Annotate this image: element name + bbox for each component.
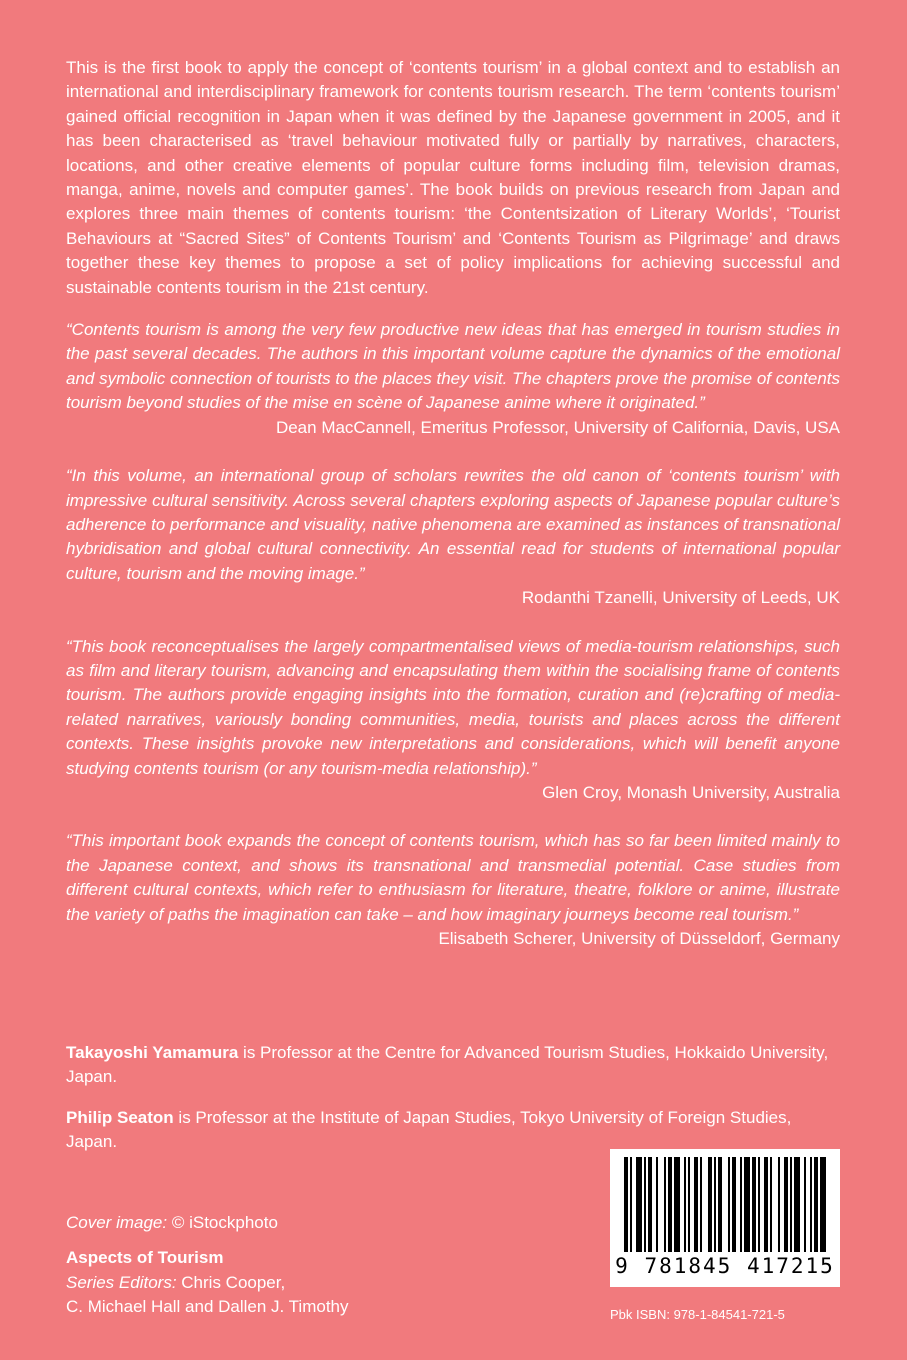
credits (66, 1211, 349, 1320)
back-cover-text (66, 56, 840, 951)
barcode-bar (708, 1157, 712, 1252)
author-bios (66, 1041, 840, 1155)
barcode-bar (636, 1157, 642, 1252)
barcode-bar (752, 1157, 756, 1252)
endorsement-attribution: Elisabeth Scherer, University of Düsseldorf, Germany (438, 929, 840, 948)
barcode-bar (728, 1157, 730, 1252)
barcode-bar (674, 1157, 680, 1252)
author-description: is Professor at the Institute of Japan Studies, Tokyo University of Foreign Studies, Japan. (66, 1107, 792, 1152)
barcode-bar (794, 1157, 800, 1252)
endorsement-3 (66, 635, 840, 806)
barcode-bar (790, 1157, 792, 1252)
barcode-bars (610, 1149, 840, 1259)
barcode-bar (700, 1157, 702, 1252)
barcode-bar (688, 1157, 690, 1252)
author-name: Takayoshi Yamamura (66, 1043, 239, 1062)
barcode-bar (758, 1157, 760, 1252)
barcode (610, 1149, 840, 1287)
series-title: Aspects of Tourism (66, 1248, 224, 1268)
author-name: Philip Seaton (66, 1107, 174, 1127)
barcode-bar (714, 1157, 716, 1252)
barcode-bar (648, 1157, 652, 1252)
barcode-bar (764, 1157, 768, 1252)
endorsement-attribution: Glen Croy, Monash University, Australia (542, 782, 840, 802)
barcode-bar (664, 1157, 666, 1252)
book-blurb: This is the first book to apply the concept of ‘contents tourism’ in a global context and to establish an international and interdisciplinary framework for contents tourism research. The term ‘contents tourism’ gained official recognition in Japan when it was defined by the Japanese government in 2005, and it has been characterised as ‘travel behaviour motivated fully or partially by narratives, characters, locations, and other creative elements of popular culture forms including film, television dramas, manga, anime, novels and computer games’. The book builds on previous research from Japan and explores three main themes of contents tourism: ‘the Contentsization of Literary Worlds’, ‘Tourist Behaviours at “Sacred Sites” of Contents Tourism’ and ‘Contents Tourism as Pilgrimage’ and draws together these key themes to propose a set of policy implications for achieving successful and sustainable contents tourism in the 21st century. (66, 58, 840, 297)
author-bio-2 (66, 1106, 840, 1155)
author-bio-1 (66, 1041, 840, 1090)
barcode-bar (624, 1157, 628, 1252)
endorsement-1 (66, 318, 840, 440)
author-description: is Professor at the Centre for Advanced Tourism Studies, Hokkaido University, Japan. (66, 1043, 829, 1087)
barcode-bar (630, 1157, 632, 1252)
endorsement-quote: “This book reconceptualises the largely compartmentalised views of media-tourism relationships, such as film and literary tourism, advancing and encapsulating them within the socialising frame of contents tourism. The authors provide engaging insights into the formation, curation and (re)crafting of media-related narratives, variously bonding communities, media, tourists and places across the different contexts. These insights provoke new interpretations and considerations, which will benefit anyone studying contents tourism (or any tourism-media relationship).” (66, 636, 840, 778)
barcode-digits: 9 781845 417215 (615, 1254, 835, 1278)
endorsement-2 (66, 464, 840, 610)
barcode-bar (820, 1157, 826, 1252)
barcode-bar (684, 1157, 686, 1252)
barcode-bar (814, 1157, 818, 1252)
barcode-bar (732, 1157, 736, 1252)
isbn-label: Pbk ISBN: 978-1-84541-721-5 (610, 1307, 785, 1322)
barcode-bar (810, 1157, 812, 1252)
endorsement-quote: “This important book expands the concept of contents tourism, which has so far been limited mainly to the Japanese context, and shows its transnational and transmedial potential. Case studies from different cultural contexts, which refer to enthusiasm for literature, theatre, folklore or anime, illustrate the variety of paths the imagination can take – and how imaginary journeys become real tourism.” (66, 831, 840, 924)
barcode-bar (694, 1157, 698, 1252)
endorsement-attribution: Dean MacCannell, Emeritus Professor, University of California, Davis, USA (275, 417, 840, 437)
barcode-bar (718, 1157, 722, 1252)
barcode-bar (644, 1157, 646, 1252)
series-editors-line-2: C. Michael Hall and Dallen J. Timothy (66, 1297, 349, 1317)
barcode-bar (744, 1157, 750, 1252)
barcode-bar (784, 1157, 788, 1252)
barcode-bar (770, 1157, 772, 1252)
endorsement-attribution: Rodanthi Tzanelli, University of Leeds, UK (521, 588, 840, 608)
barcode-bar (668, 1157, 672, 1252)
endorsement-quote: “In this volume, an international group of scholars rewrites the old canon of ‘contents tourism’ with impressive cultural sensitivity. Across several chapters exploring aspects of Japanese popular culture’s adherence to performance and visuality, native phenomena are examined as instances of transnational hybridisation and global cultural connectivity. An essential read for students of international popular culture, tourism and the moving image.” (66, 466, 840, 583)
cover-image-credit: Cover image: © iStockphoto (66, 1213, 278, 1232)
barcode-bar (778, 1157, 780, 1252)
barcode-bar (656, 1157, 658, 1252)
series-editors-line-1: Series Editors: Chris Cooper, (66, 1272, 286, 1292)
endorsement-4 (66, 829, 840, 951)
barcode-bar (804, 1157, 806, 1252)
endorsement-quote: “Contents tourism is among the very few productive new ideas that has emerged in tourism studies in the past several decades. The authors in this important volume capture the dynamics of the emotional and symbolic connection of tourists to the places they visit. The chapters prove the promise of contents tourism beyond studies of the mise en scène of Japanese anime where it originated.” (66, 320, 840, 413)
barcode-bar (740, 1157, 742, 1252)
